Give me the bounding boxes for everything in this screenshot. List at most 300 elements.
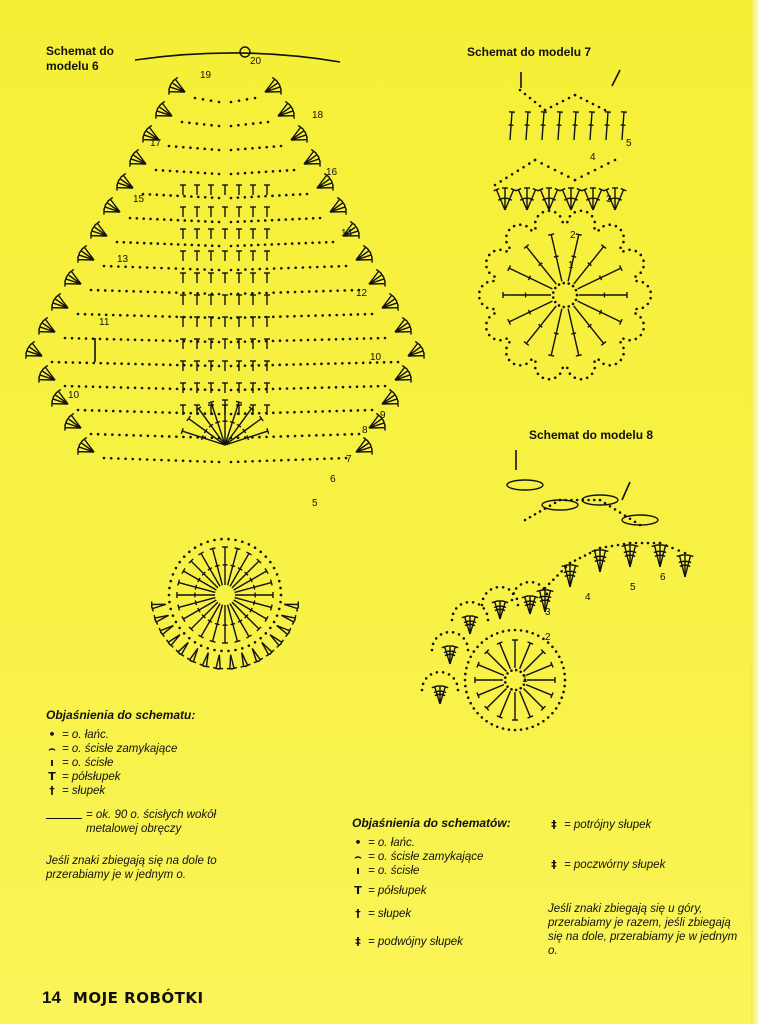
stitch-stroke [230, 655, 231, 669]
stitch-bar [632, 551, 637, 552]
chain-dot [118, 434, 121, 437]
chain-dot [485, 638, 488, 641]
chain-dot [197, 220, 200, 223]
single-crochet-symbol: ı [356, 864, 360, 877]
chain-dot [106, 338, 109, 341]
chain-dot [286, 339, 289, 342]
chain-dot [307, 315, 310, 318]
chain-dot [280, 594, 283, 597]
chain-dot [92, 362, 95, 365]
chain-dot [204, 388, 207, 391]
chain-dot [620, 229, 623, 232]
chain-dot [343, 314, 346, 317]
stitch-top [154, 615, 155, 621]
chain-dot [526, 727, 529, 730]
chain-dot [99, 338, 102, 341]
stitch-bar [507, 198, 511, 200]
chain-dot [582, 499, 585, 502]
chain-dot [364, 313, 367, 316]
chain-dot [315, 434, 318, 437]
chain-dot [51, 361, 54, 364]
magazine-brand: MOJE ROBÓTKI [72, 989, 204, 1007]
chain-dot [279, 411, 282, 414]
chain-dot [140, 411, 143, 414]
stitch-bar [554, 256, 559, 257]
chain-dot [562, 100, 565, 103]
chain-dot [531, 632, 534, 635]
chain-dot [155, 169, 158, 172]
chain-dot [455, 607, 458, 610]
chain-dot [314, 339, 317, 342]
chain-dot [292, 363, 295, 366]
chain-dot [234, 649, 237, 652]
chain-dot [182, 146, 185, 149]
chain-dot [153, 266, 156, 269]
chain-dot [493, 275, 496, 278]
stitch-bar [230, 422, 235, 423]
chain-dot [190, 364, 193, 367]
chain-dot [251, 460, 254, 463]
stitch-stroke [558, 112, 560, 140]
stitch-bar [661, 555, 666, 556]
quadruple-treble-symbol: ‡ [551, 858, 557, 871]
chain-dot [486, 613, 489, 616]
stitch-bar [631, 555, 636, 556]
chain-dot [502, 630, 505, 633]
chain-dot [554, 502, 557, 505]
chain-dot [488, 271, 491, 274]
chain-dot [248, 644, 251, 647]
stitch-bar [571, 333, 576, 334]
chain-dot [291, 242, 294, 245]
start-arrow [622, 482, 630, 500]
round-number: 8 [362, 425, 368, 436]
chain-dot [431, 649, 434, 652]
stitch-top [267, 428, 269, 434]
chain-dot [316, 458, 319, 461]
chain-dot [556, 103, 559, 106]
chain-dot [554, 301, 557, 304]
chain-dot [300, 387, 303, 390]
chain-dot [505, 353, 508, 356]
round-number: 17 [150, 138, 162, 149]
chain-dot [91, 313, 94, 316]
chain-dot [118, 290, 121, 293]
chain-dot [169, 580, 172, 583]
chain-dot [332, 241, 335, 244]
stitch-top [502, 601, 508, 603]
chain-dot [572, 285, 575, 288]
chain-dot [280, 459, 283, 462]
chain-dot [264, 195, 267, 198]
chain-dot [572, 303, 575, 306]
chain-dot [251, 147, 254, 150]
chain-dot [634, 250, 637, 253]
chain-dot [259, 551, 262, 554]
chain-dot [162, 339, 165, 342]
chain-dot [203, 148, 206, 151]
chain-dot [499, 339, 502, 342]
chain-dot [227, 538, 230, 541]
chain-dot [189, 146, 192, 149]
stitch-stroke [500, 691, 511, 717]
chain-dot [272, 412, 275, 415]
chain-dot [287, 459, 290, 462]
chain-dot [321, 386, 324, 389]
stitch-top [271, 605, 273, 611]
chain-dot [119, 410, 122, 413]
chain-dot [294, 291, 297, 294]
chain-dot [558, 702, 561, 705]
chain-dot [273, 145, 276, 148]
chain-dot [294, 266, 297, 269]
chain-dot [537, 372, 540, 375]
chain-dot [169, 387, 172, 390]
chain-dot [609, 505, 612, 508]
chain-dot [190, 316, 193, 319]
chain-dot [258, 268, 261, 271]
stitch-bar [547, 596, 552, 597]
title-model-7: Schemat do modelu 7 [467, 45, 592, 59]
stitch-bar [554, 333, 559, 334]
chain-dot [127, 363, 130, 366]
chain-dot [204, 364, 207, 367]
chain-dot [99, 386, 102, 389]
chain-dot [629, 542, 632, 545]
chain-dot [258, 388, 261, 391]
chain-dot [230, 269, 233, 272]
chain-dot [343, 289, 346, 292]
legend-text: = o. ścisłe zamykające [62, 743, 178, 755]
stitch-stroke [213, 549, 223, 586]
chain-dot [576, 499, 579, 502]
chain-dot [634, 521, 637, 524]
stitch-bar [595, 198, 599, 200]
chain-dot [155, 387, 158, 390]
round-number: 2 [545, 632, 551, 643]
stitch-stroke [225, 419, 261, 445]
chain-dot [259, 637, 262, 640]
chain-dot [487, 619, 490, 622]
chain-dot [469, 702, 472, 705]
page-number: 14 [42, 988, 61, 1007]
stitch-stroke [228, 605, 238, 642]
chain-dot [466, 643, 469, 646]
chain-dot [175, 567, 178, 570]
chain-dot [169, 339, 172, 342]
stitch-bar [230, 565, 235, 566]
chain-dot [328, 386, 331, 389]
chain-dot [213, 539, 216, 542]
chain-dot [561, 221, 564, 224]
chain-dot [534, 513, 537, 516]
chain-dot [117, 457, 120, 460]
chain-dot [65, 361, 68, 364]
chain-dot [639, 254, 642, 257]
chain-dot [188, 122, 191, 125]
stitch-top [236, 401, 242, 403]
legend-row [548, 818, 748, 832]
chain-dot [273, 621, 276, 624]
stitch-bar [253, 585, 254, 590]
chain-dot [126, 314, 129, 317]
chain-dot [452, 677, 455, 680]
round-number: 5 [626, 138, 632, 149]
chain-dot [211, 244, 214, 247]
chain-dot [204, 220, 207, 223]
chain-dot [285, 363, 288, 366]
chain-dot [329, 434, 332, 437]
chain-dot [252, 122, 255, 125]
legend-row [46, 756, 246, 770]
chain-dot [170, 219, 173, 222]
chain-dot [280, 145, 283, 148]
stitch-bar [602, 556, 607, 557]
chain-dot [515, 587, 518, 590]
stitch-bar [195, 600, 196, 605]
chain-dot [265, 436, 268, 439]
chain-dot [573, 211, 576, 214]
chain-dot [451, 619, 454, 622]
chain-dot [649, 297, 652, 300]
chain-dot [196, 460, 199, 463]
chain-dot [299, 193, 302, 196]
chain-dot [154, 291, 157, 294]
chain-dot [163, 218, 166, 221]
chain-dot [562, 691, 565, 694]
chain-dot [265, 632, 268, 635]
stitch-stroke [478, 665, 504, 676]
chain-dot [522, 166, 525, 169]
chain-dot [622, 250, 625, 253]
round-number: 14 [341, 228, 353, 239]
chain-dot [517, 604, 520, 607]
chain-dot [519, 223, 522, 226]
legend-row [352, 935, 542, 949]
single-crochet-symbol: ı [50, 756, 54, 769]
stitch-stroke [526, 112, 528, 140]
chain-dot [624, 514, 627, 517]
chain-dot [306, 363, 309, 366]
chain-dot [92, 385, 95, 388]
round-number: 19 [200, 70, 212, 81]
chain-dot [177, 243, 180, 246]
stitch-stroke [179, 583, 216, 593]
chain-dot [642, 328, 645, 331]
stitch-bar [601, 560, 606, 561]
chain-dot [531, 725, 534, 728]
chain-dot [335, 410, 338, 413]
stitch-top [254, 661, 260, 663]
chain-dot [279, 315, 282, 318]
chain-dot [254, 97, 257, 100]
chain-dot [490, 723, 493, 726]
legend-model-6 [46, 708, 246, 882]
chain-dot [190, 412, 193, 415]
chain-dot [176, 195, 179, 198]
chain-dot [384, 385, 387, 388]
chain-dot [351, 289, 354, 292]
chain-dot [525, 362, 528, 365]
chain-dot [614, 508, 617, 511]
chain-dot [244, 316, 247, 319]
chain-dot [542, 720, 545, 723]
chain-dot [575, 289, 578, 292]
legend-models-7-8 [352, 816, 542, 949]
chain-dot [178, 561, 181, 564]
legend-row [352, 864, 542, 878]
chain-dot [230, 125, 233, 128]
chain-dot [555, 650, 558, 653]
chain-dot [580, 378, 583, 381]
chain-dot [148, 387, 151, 390]
chain-dot [330, 457, 333, 460]
stitch-bar [215, 623, 220, 624]
stitch-top [208, 401, 214, 403]
chain-dot [258, 460, 261, 463]
chain-dot [328, 314, 331, 317]
round-number: 5 [630, 582, 636, 593]
legend-row [46, 770, 246, 784]
chain-dot [370, 337, 373, 340]
chain-dot [448, 673, 451, 676]
chain-dot [191, 244, 194, 247]
chain-dot [314, 387, 317, 390]
chain-dot [357, 409, 360, 412]
chain-dot [611, 545, 614, 548]
chain-dot [481, 285, 484, 288]
chain-dot [634, 312, 637, 315]
chain-dot [162, 194, 165, 197]
chain-dot [250, 220, 253, 223]
chain-dot [97, 289, 100, 292]
chain-dot [623, 543, 626, 546]
chain-dot [506, 685, 509, 688]
chain-dot [197, 196, 200, 199]
round-number: 13 [117, 254, 129, 265]
chain-dot [124, 265, 127, 268]
chain-dot [148, 363, 151, 366]
chain-dot [538, 583, 541, 586]
chain-dot [272, 388, 275, 391]
chain-dot [563, 673, 566, 676]
chain-dot [134, 339, 137, 342]
chain-dot [183, 195, 186, 198]
chain-dot [452, 613, 455, 616]
stitch-top [235, 641, 241, 643]
chain-dot [377, 385, 380, 388]
chain-dot [529, 516, 532, 519]
stitch-top [532, 596, 538, 598]
chain-dot [175, 291, 178, 294]
chain-dot [593, 360, 596, 363]
chain-dot [168, 315, 171, 318]
chain-dot [370, 385, 373, 388]
chain-dot [287, 435, 290, 438]
chain-dot [125, 434, 128, 437]
stitch-stroke [228, 549, 238, 586]
legend-row [352, 907, 542, 921]
chain-dot [460, 603, 463, 606]
stitch-stroke [574, 112, 576, 140]
chain-dot [218, 317, 221, 320]
chain-dot [587, 172, 590, 175]
chain-dot [327, 362, 330, 365]
chain-dot [504, 681, 507, 684]
treble-symbol: ‡ [355, 935, 361, 948]
chain-dot [641, 542, 644, 545]
chain-dot [496, 586, 499, 589]
chain-dot [265, 292, 268, 295]
chain-dot [111, 433, 114, 436]
stitch-top [548, 355, 554, 356]
chain-dot [432, 643, 435, 646]
chain-dot [139, 290, 142, 293]
chain-dot [204, 316, 207, 319]
chain-dot [167, 459, 170, 462]
chain-dot [302, 458, 305, 461]
stitch-top [537, 590, 543, 591]
chain-dot [335, 338, 338, 341]
chain-dot [570, 499, 573, 502]
chain-dot [665, 544, 668, 547]
chain-dot [506, 672, 509, 675]
closed-cluster [507, 480, 543, 490]
chain-dot [350, 409, 353, 412]
chain-dot [293, 411, 296, 414]
stitch-bar [571, 575, 576, 576]
chain-dot [430, 673, 433, 676]
chain-dot [308, 434, 311, 437]
chain-dot [502, 586, 505, 589]
chain-dot [111, 289, 114, 292]
chain-dot [77, 313, 80, 316]
chain-dot [525, 225, 528, 228]
chain-dot [251, 268, 254, 271]
chain-dot [265, 170, 268, 173]
chain-dot [237, 124, 240, 127]
legend-row [46, 784, 246, 798]
chain-dot [204, 244, 207, 247]
chain-dot [478, 291, 481, 294]
chain-dot [608, 223, 611, 226]
chain-dot [272, 170, 275, 173]
chain-dot [508, 246, 511, 249]
chain-dot [254, 641, 257, 644]
chain-dot [77, 409, 80, 412]
chain-dot [113, 386, 116, 389]
chain-dot [560, 661, 563, 664]
chain-dot [278, 580, 281, 583]
chain-dot [592, 103, 595, 106]
closed-cluster [542, 500, 578, 510]
chain-dot [160, 267, 163, 270]
chain-dot [515, 689, 518, 692]
chain-dot [210, 124, 213, 127]
chain-dot [176, 170, 179, 173]
chain-dot [540, 162, 543, 165]
chain-dot [315, 290, 318, 293]
chain-dot [147, 411, 150, 414]
chain-dot [259, 122, 262, 125]
chain-dot [552, 291, 555, 294]
chain-dot [157, 242, 160, 245]
chain-dot [206, 540, 209, 543]
chain-dot [564, 679, 567, 682]
chain-dot [600, 165, 603, 168]
chain-dot [580, 175, 583, 178]
chain-dot [168, 601, 171, 604]
